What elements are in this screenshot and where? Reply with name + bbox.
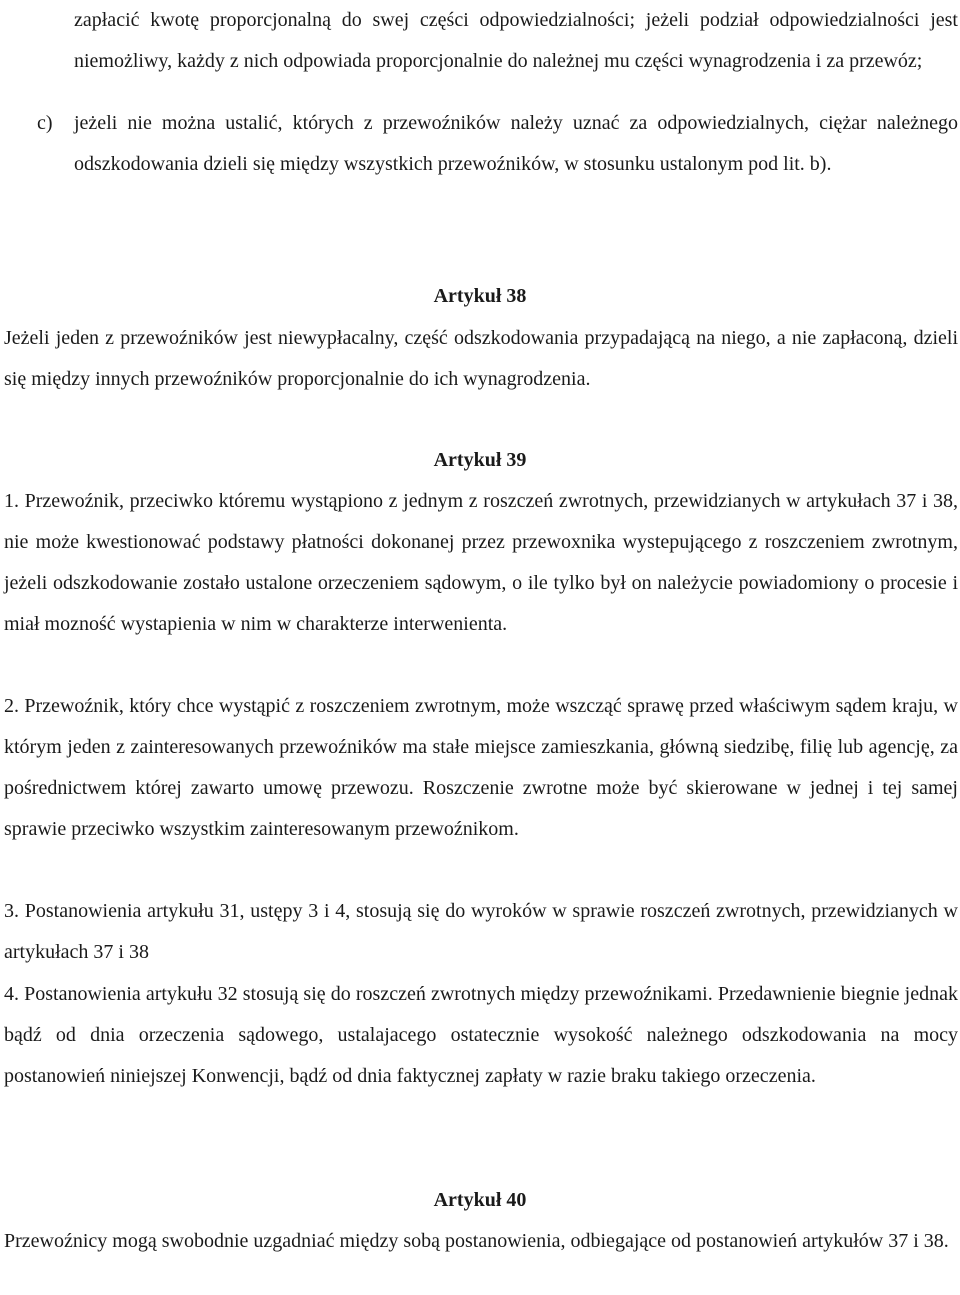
list-item-text: jeżeli nie można ustalić, których z przewoźników należy uznać za odpowiedzialnych, ciężar należnego odszkodowania dzieli się między wszystkich przewoźników, w stosunku ustalonym pod lit. b). [74, 112, 958, 175]
article-39-heading: Artykuł 39 [433, 449, 527, 471]
list-item-label: c) [37, 112, 53, 134]
article-38-heading: Artykuł 38 [433, 285, 527, 307]
article-39-paragraph-4: 4. Postanowienia artykułu 32 stosują się do roszczeń zwrotnych między przewoźnikami. Przedawnienie biegnie jednak bądź od dnia orzeczenia sądowego, ustalajacego ostatecznie wysokość należnego odszkodowania na mocy postanowień niniejszej Konwencji, bądź od dnia faktycznej zapłaty w razie braku takiego orzeczenia. [4, 983, 958, 1087]
article-38-text: Jeżeli jeden z przewoźników jest niewypłacalny, część odszkodowania przypadającą na niego, a nie zapłaconą, dzieli się między innych przewoźników proporcjonalnie do ich wynagrodzenia. [4, 327, 958, 390]
article-39-paragraph-1: 1. Przewoźnik, przeciwko któremu wystąpiono z jednym z roszczeń zwrotnych, przewidzianych w artykułach 37 i 38, nie może kwestionować podstawy płatności dokonanej przez przewoxnika wystepującego z roszczeniem zwrotnym, jeżeli odszkodowanie zostało ustalone orzeczeniem sądowym, o ile tylko był on należycie powiadomiony o procesie i miał mozność wystapienia w nim w charakterze interwenienta. [4, 490, 958, 635]
article-40-heading: Artykuł 40 [433, 1189, 527, 1211]
article-39-paragraph-3: 3. Postanowienia artykułu 31, ustępy 3 i 4, stosują się do wyroków w sprawie roszczeń zwrotnych, przewidzianych w artykułach 37 i 38 [4, 900, 958, 963]
article-40-text: Przewoźnicy mogą swobodnie uzgadniać między sobą postanowienia, odbiegające od postanowień artykułów 37 i 38. [4, 1230, 949, 1252]
continuation-paragraph: zapłacić kwotę proporcjonalną do swej części odpowiedzialności; jeżeli podział odpowiedzialności jest niemożliwy, każdy z nich odpowiada proporcjonalnie do należnej mu części wynagrodzenia i za przewóz; [74, 9, 958, 72]
article-39-paragraph-2: 2. Przewoźnik, który chce wystąpić z roszczeniem zwrotnym, może wszcząć sprawę przed właściwym sądem kraju, w którym jeden z zainteresowanych przewoźników ma stałe miejsce zamieszkania, główną siedzibę, filię lub agencję, za pośrednictwem której zawarto umowę przewozu. Roszczenie zwrotne może być skierowane w jednej i tej samej sprawie przeciwko wszystkim zainteresowanym przewoźnikom. [4, 695, 958, 840]
